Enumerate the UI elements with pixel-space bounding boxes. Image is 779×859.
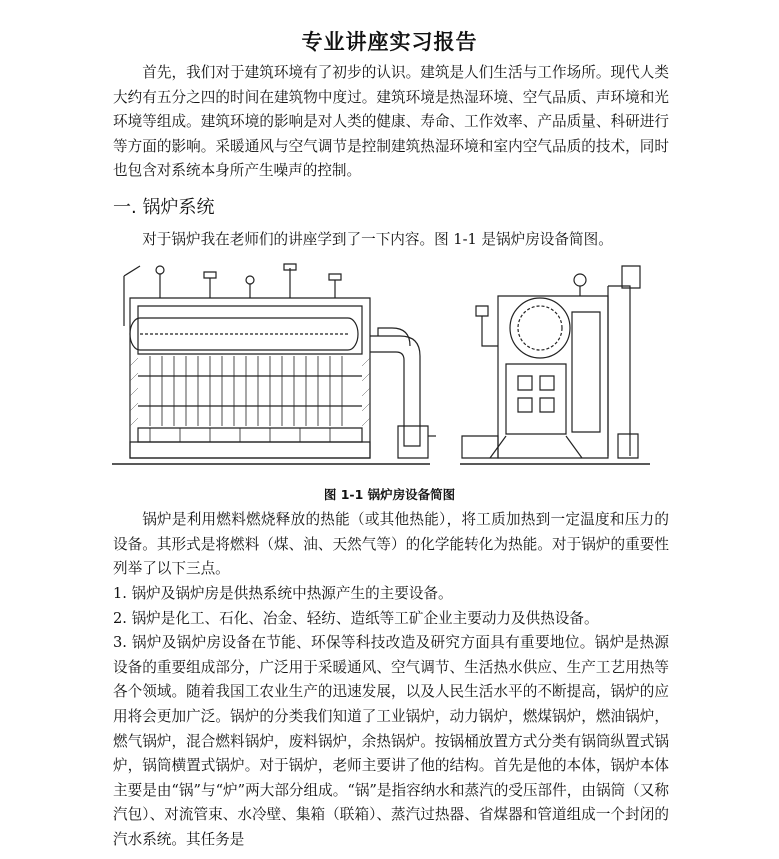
list-item: 2. 锅炉是化工、石化、冶金、轻纺、造纸等工矿企业主要动力及供热设备。 (113, 609, 599, 627)
figure-caption: 图 1-1 锅炉房设备简图 (323, 487, 456, 502)
boiler-paragraph: 锅炉是利用燃料燃烧释放的热能（或其他热能），将工质加热到一定温度和压力的设备。其形式是将燃料（煤、油、天然气等）的化学能转化为热能。对于锅炉的重要性列举了以下三点。 (113, 511, 669, 578)
boiler-room-diagram (110, 256, 670, 476)
section-intro: 对于锅炉我在老师们的讲座学到了一下内容。图 1-1 是锅炉房设备简图。 (142, 231, 613, 248)
list-item: 1. 锅炉及锅炉房是供热系统中热源产生的主要设备。 (113, 585, 453, 602)
section-heading: 一. 锅炉系统 (113, 197, 215, 218)
list-item: 3. 锅炉及锅炉房设备在节能、环保等科技改造及研究方面具有重要地位。锅炉是热源设备的重要组成部分，广泛用于采暖通风、空气调节、生活热水供应、生产工艺用热等各个领域。随着我国工农业生产的迅速发展，以及人民生活水平的不断提高，锅炉的应用将会更加广泛。锅炉的分类我们知道了工业锅炉，动力锅炉，燃煤锅炉，燃油锅炉，燃气锅炉，混合燃料锅炉，废料锅炉，余热锅炉。按锅桶放置方式分类有锅筒纵置式锅炉，锅筒横置式锅炉。对于锅炉，老师主要讲了他的结构。首先是他的本体，锅炉本体主要是由“锅”与“炉”两大部分组成。“锅”是指容纳水和蒸汽的受压部件，由锅筒（又称汽包）、对流管束、水冷壁、集箱（联箱）、蒸汽过热器、省煤器和管道组成一个封闭的汽水系统。其任务是 (113, 634, 669, 848)
importance-list (113, 582, 669, 853)
page-title: 专业讲座实习报告 (301, 30, 478, 54)
intro-paragraph: 首先，我们对于建筑环境有了初步的认识。建筑是人们生活与工作场所。现代人类大约有五分之四的时间在建筑物中度过。建筑环境是热湿环境、空气品质、声环境和光环境等组成。建筑环境的影响是对人类的健康、寿命、工作效率、产品质量、科研进行等方面的影响。采暖通风与空气调节是控制建筑热湿环境和室内空气品质的技术，同时也包含对系统本身所产生噪声的控制。 (113, 64, 669, 180)
